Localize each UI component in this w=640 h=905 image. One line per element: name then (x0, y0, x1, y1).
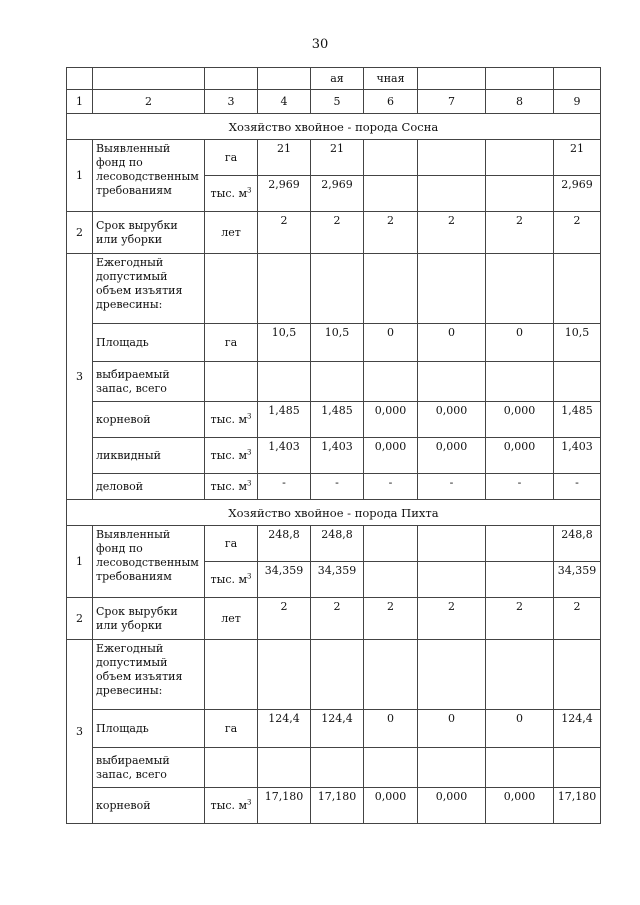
value-cell (311, 140, 364, 176)
value-cell (364, 748, 418, 788)
value-cell (554, 748, 601, 788)
cell-text: 0,000 (374, 790, 407, 803)
value-cell (311, 598, 364, 640)
cell-text: 8 (516, 94, 523, 108)
value-cell (554, 598, 601, 640)
row-label (93, 402, 205, 438)
section-title (67, 500, 601, 526)
annual-row (67, 402, 601, 438)
row-label (93, 748, 205, 788)
header-cell (364, 68, 418, 90)
cell-text: лет (221, 225, 241, 239)
value-cell (258, 526, 311, 562)
section-title (67, 114, 601, 140)
cell-text: 3 (227, 94, 235, 108)
cell-text: 1,485 (561, 404, 593, 417)
value-cell (258, 788, 311, 824)
cell-text: тыс. м (210, 186, 248, 200)
value-cell (418, 402, 486, 438)
value-cell (486, 438, 554, 474)
fund-row (67, 140, 601, 176)
value-cell (554, 788, 601, 824)
column-number-row (67, 90, 601, 114)
value-cell (486, 362, 554, 402)
value-cell (486, 212, 554, 254)
empty-cell (486, 254, 554, 324)
unit-superscript: 3 (247, 185, 252, 194)
value-cell (364, 438, 418, 474)
value-cell (311, 748, 364, 788)
empty-cell (486, 640, 554, 710)
cell-text: 2 (387, 214, 394, 227)
annual-row (67, 748, 601, 788)
value-cell (311, 212, 364, 254)
column-number (311, 90, 364, 114)
empty-cell (258, 254, 311, 324)
empty-cell (418, 640, 486, 710)
cell-text: лет (221, 611, 241, 625)
value-cell (311, 362, 364, 402)
cell-text: 21 (330, 142, 344, 155)
cell-text: Хозяйство хвойное - порода Пихта (228, 505, 439, 520)
cell-text: Срок вырубки или уборки (96, 218, 178, 246)
value-cell (311, 788, 364, 824)
unit-cell (205, 788, 258, 824)
value-cell (554, 402, 601, 438)
unit-cell (205, 362, 258, 402)
column-number (67, 90, 93, 114)
value-cell (364, 402, 418, 438)
cell-text: 2 (280, 214, 288, 227)
value-cell (486, 474, 554, 500)
header-cell (93, 68, 205, 90)
empty-cell (258, 640, 311, 710)
cell-text: 2,969 (561, 178, 593, 191)
empty-cell (311, 640, 364, 710)
value-cell (258, 140, 311, 176)
row-number (67, 598, 93, 640)
value-cell (486, 788, 554, 824)
unit-cell (205, 598, 258, 640)
cell-text: тыс. м (210, 572, 248, 586)
cell-text: 1,485 (268, 404, 300, 417)
cell-text: - (575, 476, 579, 489)
value-cell (418, 788, 486, 824)
annual-row (67, 324, 601, 362)
header-cell (554, 68, 601, 90)
unit-superscript: 3 (247, 411, 252, 420)
cell-text: 124,4 (321, 712, 353, 725)
unit-cell (205, 438, 258, 474)
cell-text: 248,8 (268, 528, 300, 541)
cell-text: 3 (76, 369, 83, 383)
cell-text: Выявленный фонд по лесоводственным требованиям (96, 528, 199, 583)
value-cell (486, 710, 554, 748)
value-cell (418, 438, 486, 474)
cell-text: - (388, 476, 393, 489)
page-number: 30 (311, 37, 329, 52)
cell-text: 0 (448, 326, 455, 339)
cell-text: 2 (76, 611, 83, 625)
term-row (67, 212, 601, 254)
cell-text: - (335, 476, 339, 489)
unit-superscript: 3 (247, 478, 252, 487)
value-cell (258, 362, 311, 402)
cell-text: 10,5 (324, 326, 350, 339)
cell-text: чная (376, 71, 405, 85)
cell-text: 0,000 (503, 404, 536, 417)
value-cell (364, 788, 418, 824)
cell-text: 2 (76, 225, 83, 239)
cell-text: 2 (448, 214, 455, 227)
cell-text: ликвидный (96, 448, 161, 462)
cell-text: 0,000 (503, 790, 536, 803)
cell-text: 124,4 (268, 712, 300, 725)
value-cell (364, 140, 418, 176)
cell-text: Срок вырубки или уборки (96, 604, 178, 632)
value-cell (364, 598, 418, 640)
cell-text: 248,8 (561, 528, 593, 541)
value-cell (364, 212, 418, 254)
value-cell (258, 212, 311, 254)
cell-text: 0 (387, 326, 394, 339)
unit-cell (205, 710, 258, 748)
cell-text: 17,180 (557, 790, 597, 803)
empty-cell (554, 254, 601, 324)
cell-text: 0,000 (374, 440, 407, 453)
value-cell (554, 474, 601, 500)
value-cell (418, 598, 486, 640)
cell-text: 7 (448, 94, 455, 108)
value-cell (258, 598, 311, 640)
cell-text: 21 (277, 142, 291, 155)
unit-cell (205, 212, 258, 254)
value-cell (418, 324, 486, 362)
unit-superscript: 3 (247, 797, 252, 806)
row-label (93, 438, 205, 474)
term-row (67, 598, 601, 640)
value-cell (258, 562, 311, 598)
cell-text: 0,000 (435, 404, 468, 417)
cell-text: 34,359 (264, 564, 304, 577)
header-cell (418, 68, 486, 90)
unit-cell (205, 526, 258, 562)
annual-row (67, 362, 601, 402)
annual-row (67, 710, 601, 748)
cell-text: 1 (76, 554, 83, 568)
value-cell (311, 562, 364, 598)
fund-row (67, 526, 601, 562)
value-cell (486, 562, 554, 598)
column-number (486, 90, 554, 114)
value-cell (554, 140, 601, 176)
unit-cell (205, 748, 258, 788)
unit-cell (205, 176, 258, 212)
cell-text: 0 (516, 712, 523, 725)
cell-text: 9 (573, 94, 581, 108)
value-cell (554, 324, 601, 362)
value-cell (311, 710, 364, 748)
value-cell (364, 710, 418, 748)
section-title-row (67, 500, 601, 526)
value-cell (486, 140, 554, 176)
empty-cell (418, 254, 486, 324)
cell-text: 17,180 (317, 790, 357, 803)
cell-text: 2 (333, 600, 341, 613)
cell-text: 248,8 (321, 528, 353, 541)
row-label (93, 474, 205, 500)
value-cell (258, 438, 311, 474)
cell-text: га (224, 721, 238, 735)
cell-text: 1 (76, 168, 83, 182)
annual-row (67, 788, 601, 824)
row-label (93, 640, 205, 710)
forest-table (66, 67, 601, 824)
cell-text: 4 (280, 94, 288, 108)
cell-text: 124,4 (561, 712, 593, 725)
value-cell (486, 598, 554, 640)
unit-cell (205, 140, 258, 176)
annual-header-row (67, 640, 601, 710)
column-number (258, 90, 311, 114)
cell-text: 2 (387, 600, 394, 613)
cell-text: тыс. м (210, 798, 248, 812)
value-cell (554, 176, 601, 212)
column-number (205, 90, 258, 114)
value-cell (486, 176, 554, 212)
value-cell (364, 176, 418, 212)
value-cell (554, 212, 601, 254)
value-cell (258, 324, 311, 362)
value-cell (554, 562, 601, 598)
value-cell (258, 748, 311, 788)
header-row (67, 68, 601, 90)
value-cell (554, 526, 601, 562)
value-cell (311, 324, 364, 362)
empty-cell (205, 254, 258, 324)
row-number (67, 640, 93, 824)
annual-row (67, 474, 601, 500)
cell-text: 17,180 (264, 790, 304, 803)
value-cell (311, 526, 364, 562)
value-cell (311, 474, 364, 500)
value-cell (486, 324, 554, 362)
cell-text: 2 (516, 214, 523, 227)
cell-text: корневой (96, 798, 151, 812)
cell-text: га (224, 536, 238, 550)
cell-text: 0,000 (374, 404, 407, 417)
cell-text: 1,403 (321, 440, 353, 453)
cell-text: ая (330, 71, 344, 85)
cell-text: 0 (516, 326, 523, 339)
header-cell (67, 68, 93, 90)
annual-row (67, 438, 601, 474)
cell-text: корневой (96, 412, 151, 426)
cell-text: - (282, 476, 286, 489)
empty-cell (311, 254, 364, 324)
row-label (93, 140, 205, 212)
column-number (93, 90, 205, 114)
cell-text: Хозяйство хвойное - порода Сосна (228, 119, 439, 134)
column-number (364, 90, 418, 114)
value-cell (364, 474, 418, 500)
cell-text: 2 (280, 600, 288, 613)
cell-text: Выявленный фонд по лесоводственным требованиям (96, 142, 199, 197)
cell-text: Ежегодный допустимый объем изъятия древесины: (96, 256, 183, 311)
cell-text: выбираемый запас, всего (96, 367, 170, 395)
value-cell (311, 402, 364, 438)
cell-text: 0 (387, 712, 394, 725)
unit-superscript: 3 (247, 447, 252, 456)
value-cell (258, 402, 311, 438)
empty-cell (554, 640, 601, 710)
cell-text: 2 (573, 214, 581, 227)
value-cell (418, 140, 486, 176)
value-cell (418, 212, 486, 254)
value-cell (486, 526, 554, 562)
cell-text: 3 (76, 724, 83, 738)
unit-cell (205, 474, 258, 500)
unit-cell (205, 402, 258, 438)
empty-cell (364, 254, 418, 324)
section-title-row (67, 114, 601, 140)
cell-text: тыс. м (210, 412, 248, 426)
empty-cell (364, 640, 418, 710)
value-cell (418, 562, 486, 598)
value-cell (364, 562, 418, 598)
row-number (67, 212, 93, 254)
row-number (67, 254, 93, 500)
value-cell (258, 710, 311, 748)
unit-cell (205, 562, 258, 598)
cell-text: га (224, 335, 238, 349)
header-cell (205, 68, 258, 90)
row-label (93, 526, 205, 598)
value-cell (554, 710, 601, 748)
value-cell (364, 526, 418, 562)
value-cell (364, 324, 418, 362)
table-body (67, 68, 601, 824)
value-cell (418, 176, 486, 212)
unit-superscript: 3 (247, 571, 252, 580)
row-label (93, 598, 205, 640)
cell-text: 2,969 (321, 178, 353, 191)
value-cell (364, 362, 418, 402)
row-label (93, 788, 205, 824)
unit-cell (205, 324, 258, 362)
value-cell (418, 710, 486, 748)
value-cell (418, 362, 486, 402)
cell-text: тыс. м (210, 479, 248, 493)
cell-text: Ежегодный допустимый объем изъятия древесины: (96, 642, 183, 697)
row-number (67, 140, 93, 212)
value-cell (311, 176, 364, 212)
value-cell (258, 474, 311, 500)
column-number (554, 90, 601, 114)
value-cell (554, 362, 601, 402)
value-cell (486, 402, 554, 438)
row-label (93, 324, 205, 362)
cell-text: 1,403 (268, 440, 300, 453)
cell-text: 0,000 (435, 790, 468, 803)
row-label (93, 212, 205, 254)
cell-text: тыс. м (210, 448, 248, 462)
cell-text: Площадь (96, 721, 149, 735)
cell-text: 21 (570, 142, 584, 155)
value-cell (418, 474, 486, 500)
value-cell (258, 176, 311, 212)
cell-text: 34,359 (317, 564, 357, 577)
cell-text: 5 (333, 94, 341, 108)
header-cell (311, 68, 364, 90)
cell-text: 10,5 (271, 326, 297, 339)
cell-text: 2 (448, 600, 455, 613)
annual-header-row (67, 254, 601, 324)
row-label (93, 362, 205, 402)
cell-text: 2 (333, 214, 341, 227)
value-cell (418, 748, 486, 788)
cell-text: 2 (573, 600, 581, 613)
cell-text: 34,359 (557, 564, 597, 577)
value-cell (418, 526, 486, 562)
header-cell (258, 68, 311, 90)
row-label (93, 710, 205, 748)
cell-text: выбираемый запас, всего (96, 753, 170, 781)
cell-text: 2 (516, 600, 523, 613)
cell-text: - (449, 476, 454, 489)
cell-text: Площадь (96, 335, 149, 349)
cell-text: га (224, 150, 238, 164)
value-cell (554, 438, 601, 474)
cell-text: 0,000 (503, 440, 536, 453)
row-label (93, 254, 205, 324)
value-cell (311, 438, 364, 474)
cell-text: 0,000 (435, 440, 468, 453)
value-cell (486, 748, 554, 788)
cell-text: 1 (76, 94, 83, 108)
cell-text: - (517, 476, 522, 489)
cell-text: 0 (448, 712, 455, 725)
row-number (67, 526, 93, 598)
cell-text: 1,485 (321, 404, 353, 417)
cell-text: 10,5 (564, 326, 590, 339)
cell-text: 2 (145, 94, 152, 108)
cell-text: 2,969 (268, 178, 300, 191)
cell-text: 1,403 (561, 440, 593, 453)
cell-text: 6 (387, 94, 394, 108)
column-number (418, 90, 486, 114)
cell-text: деловой (96, 479, 144, 493)
header-cell (486, 68, 554, 90)
empty-cell (205, 640, 258, 710)
